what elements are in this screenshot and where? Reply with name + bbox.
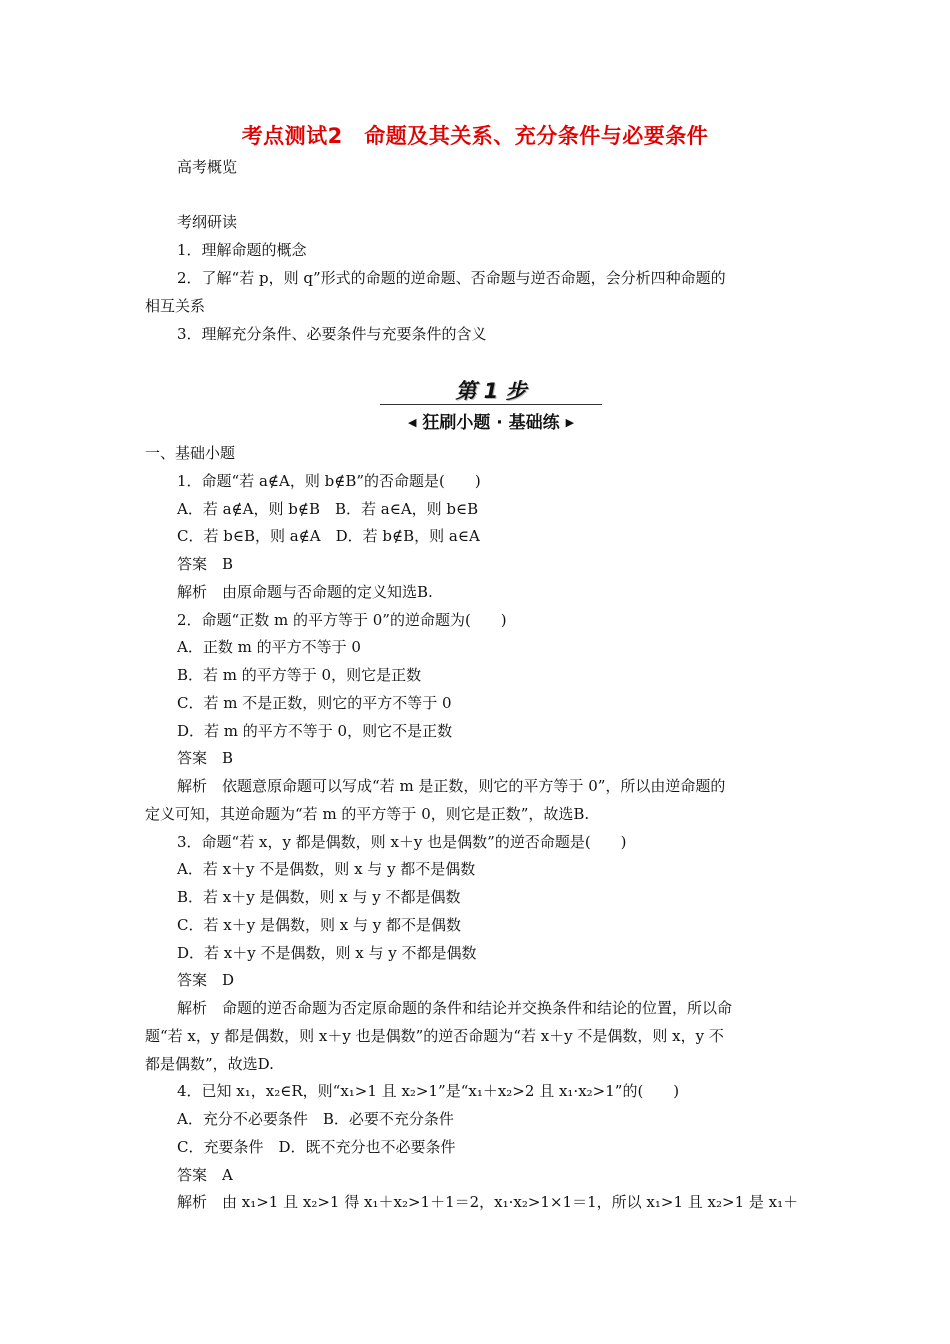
text-line: C．若 b∈B，则 a∉A D．若 b∉B，则 a∈A — [177, 527, 480, 546]
syllabus-item: 1．理解命题的概念 — [177, 241, 307, 259]
text-line: 都是偶数”，故选D. — [145, 1054, 274, 1073]
step-divider — [380, 404, 602, 405]
section-syllabus: 考纲研读 — [177, 213, 238, 231]
text-line: 定义可知，其逆命题为“若 m 的平方等于 0，则它是正数”，故选B. — [145, 804, 590, 823]
text-line: B．若 x＋y 是偶数，则 x 与 y 不都是偶数 — [177, 888, 461, 906]
text-line: 答案 B — [177, 749, 234, 768]
text-line: 4．已知 x₁，x₂∈R，则“x₁>1 且 x₂>1”是“x₁＋x₂>2 且 x₁·x₂>1”的( ) — [177, 1082, 680, 1101]
text-line: 题“若 x，y 都是偶数，则 x＋y 也是偶数”的逆否命题为“若 x＋y 不是偶数，则 x，y 不 — [145, 1026, 724, 1045]
syllabus-item: 2．了解“若 p，则 q”形式的命题的逆命题、否命题与逆否命题，会分析四种命题的 — [177, 269, 726, 287]
text-line: 1．命题“若 a∉A，则 b∉B”的否命题是( ) — [177, 471, 481, 490]
text-line: 答案 B — [177, 555, 234, 573]
section-overview: 高考概览 — [177, 158, 238, 176]
right-triangle-icon: ▶ — [565, 416, 575, 429]
text-line: 解析 依题意原命题可以写成“若 m 是正数，则它的平方等于 0”，所以由逆命题的 — [177, 777, 726, 795]
text-line: 解析 命题的逆否命题为否定原命题的条件和结论并交换条件和结论的位置，所以命 — [177, 999, 733, 1017]
syllabus-item: 3．理解充分条件、必要条件与充要条件的含义 — [177, 325, 487, 343]
step-subtitle-row — [380, 408, 602, 433]
text-line: A．正数 m 的平方不等于 0 — [177, 638, 361, 657]
step-subtitle: 狂刷小题 · 基础练 — [422, 413, 560, 433]
step-banner — [380, 375, 602, 437]
text-line: A．充分不必要条件 B．必要不充分条件 — [177, 1110, 454, 1128]
text-line: 2．命题“正数 m 的平方等于 0”的逆命题为( ) — [177, 610, 507, 629]
text-line: 答案 A — [177, 1165, 233, 1184]
page-title: 考点测试2 命题及其关系、充分条件与必要条件 — [241, 124, 709, 148]
left-triangle-icon: ◀ — [407, 416, 417, 429]
syllabus-item: 相互关系 — [145, 297, 206, 315]
text-line: 解析 由原命题与否命题的定义知选B. — [177, 582, 433, 601]
text-line: 一、基础小题 — [145, 444, 236, 462]
text-line: C．若 x＋y 是偶数，则 x 与 y 都不是偶数 — [177, 915, 461, 934]
text-line: D．若 x＋y 不是偶数，则 x 与 y 不都是偶数 — [177, 943, 477, 962]
text-line: B．若 m 的平方等于 0，则它是正数 — [177, 666, 422, 684]
text-line: A．若 a∉A，则 b∉B B．若 a∈A，则 b∈B — [177, 499, 479, 518]
step-title: 第 1 步 — [455, 379, 527, 403]
text-line: C．充要条件 D．既不充分也不必要条件 — [177, 1137, 456, 1156]
text-line: 解析 由 x₁>1 且 x₂>1 得 x₁＋x₂>1＋1＝2，x₁·x₂>1×1＝1，所以 x₁>1 且 x₂>1 是 x₁＋ — [177, 1193, 799, 1212]
text-line: A．若 x＋y 不是偶数，则 x 与 y 都不是偶数 — [177, 860, 476, 879]
text-line: C．若 m 不是正数，则它的平方不等于 0 — [177, 693, 452, 712]
text-line: 答案 D — [177, 971, 235, 990]
text-line: 3．命题“若 x，y 都是偶数，则 x＋y 也是偶数”的逆否命题是( ) — [177, 832, 627, 851]
text-line: D．若 m 的平方不等于 0，则它不是正数 — [177, 721, 453, 740]
